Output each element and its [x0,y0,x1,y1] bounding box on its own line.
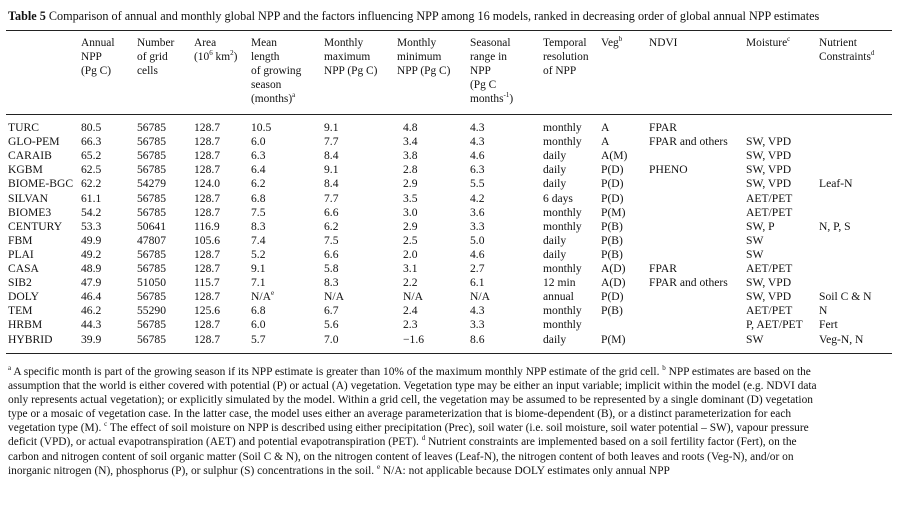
cell-temporal-resolution: monthly [543,135,582,149]
table-row [0,262,898,276]
cell-season-length: 6.0 [251,318,266,332]
header-monthly-max: Monthly maximum NPP (Pg C) [324,37,378,77]
footnotes [8,365,890,478]
cell-temporal-resolution: daily [543,233,567,247]
cell-moisture: AET/PET [746,205,793,219]
table-row [0,276,898,290]
table-row [0,206,898,220]
cell-model-name: SIB2 [8,276,32,290]
cell-temporal-resolution: 12 min [543,276,576,290]
cell-monthly-min: 3.0 [403,205,418,219]
cell-monthly-max: 8.4 [324,177,339,191]
cell-moisture: SW, P [746,219,775,233]
cell-seasonal-range: 6.3 [470,163,485,177]
cell-area: 125.6 [194,304,221,318]
footnote-line: carbon and nitrogen content of soil organic matter (Soil C & N), on the nitrogen content of leaves (Leaf-N), the nitrogen content of both leaves and roots (Veg-N), and/or on [8,450,794,463]
cell-temporal-resolution: monthly [543,121,582,134]
cell-seasonal-range: 3.3 [470,318,485,332]
cell-grid-cells: 56785 [137,149,166,163]
table-row [0,135,898,149]
cell-moisture: SW [746,247,764,261]
cell-season-length: 6.8 [251,191,266,205]
cell-veg-type: A(D) [601,276,626,290]
cell-veg-type: A [601,121,610,134]
header-moisture: Moisture$^c$ [746,35,791,49]
cell-veg-type: A(D) [601,262,626,275]
cell-model-name: TEM [8,304,33,318]
cell-grid-cells: 56785 [137,191,166,205]
cell-moisture: AET/PET [746,262,793,275]
cell-ndvi: FPAR [649,262,677,275]
cell-moisture: P, AET/PET [746,318,803,332]
cell-temporal-resolution: 6 days [543,191,573,205]
footnote-line: assumption that the world is either covered with potential (P) or actual (A) vegetation. Vegetation type may be either an input variable; implicit within the model (e.g. NDVI data [8,380,817,393]
cell-monthly-max: 5.6 [324,318,339,332]
cell-annual-npp: 46.2 [81,304,102,318]
cell-area: 115.7 [194,276,220,290]
cell-monthly-min: 2.5 [403,233,418,247]
cell-season-length: 7.5 [251,205,266,219]
cell-monthly-min: 2.8 [403,163,418,177]
header-annual-npp: Annual NPP (Pg C) [81,37,115,77]
footnote-line: vegetation type (M). $^c$ The effect of soil moisture on NPP is described using either precipitation (Prec), soil water (i.e. soil moisture, soil water potential – SW), vapour pressure [8,420,809,435]
cell-seasonal-range: 5.5 [470,177,485,191]
cell-veg-type: P(D) [601,163,624,177]
table-row [0,149,898,163]
cell-monthly-min: 3.1 [403,262,418,275]
cell-area: 128.7 [194,318,221,332]
cell-model-name: SILVAN [8,191,48,205]
cell-annual-npp: 54.2 [81,205,102,219]
header-ndvi: NDVI [649,37,678,49]
cell-season-length: 9.1 [251,262,266,275]
cell-season-length: 6.2 [251,177,266,191]
cell-grid-cells: 51050 [137,276,166,290]
cell-veg-type: P(D) [601,191,624,205]
header-rule [6,114,892,115]
cell-season-length: 6.4 [251,163,266,177]
cell-seasonal-range: N/A [470,290,490,304]
cell-temporal-resolution: monthly [543,318,582,332]
table-row [0,192,898,206]
cell-moisture: SW, VPD [746,163,792,177]
cell-monthly-min: N/A [403,290,423,304]
cell-annual-npp: 65.2 [81,149,102,163]
cell-model-name: PLAI [8,247,34,261]
cell-temporal-resolution: monthly [543,262,582,275]
cell-temporal-resolution: daily [543,149,567,163]
cell-monthly-max: 8.4 [324,149,339,163]
cell-model-name: BIOME3 [8,205,52,219]
cell-temporal-resolution: daily [543,332,567,346]
cell-temporal-resolution: daily [543,247,567,261]
header-grid-cells: Number of grid cells [137,37,175,77]
header-mean-length: Mean length of growing season (months)$^a$ [251,37,302,105]
cell-monthly-min: 3.8 [403,149,418,163]
cell-nutrient: Fert [819,318,838,332]
cell-monthly-min: 3.5 [403,191,418,205]
footnote-line: only represents actual vegetation); or explicitly simulated by the model. Within a grid cell, the vegetation may be assumed to be represented by a single dominant (D) vegetation [8,394,813,407]
cell-monthly-max: 9.1 [324,121,339,134]
cell-monthly-min: 4.8 [403,121,418,134]
cell-annual-npp: 46.4 [81,290,102,304]
cell-area: 128.7 [194,332,221,346]
cell-temporal-resolution: monthly [543,304,582,318]
bottom-rule [6,353,892,354]
cell-area: 128.7 [194,163,221,177]
cell-monthly-max: 7.7 [324,135,339,149]
header-nutrient: Nutrient Constraints$^d$ [819,37,875,63]
cell-veg-type: P(D) [601,177,624,191]
cell-annual-npp: 61.1 [81,191,102,205]
cell-annual-npp: 62.2 [81,177,102,191]
cell-season-length: 8.3 [251,219,266,233]
table-row [0,304,898,318]
cell-area: 128.7 [194,205,221,219]
cell-temporal-resolution: monthly [543,205,582,219]
table-row [0,177,898,191]
cell-seasonal-range: 4.2 [470,191,485,205]
table-row [0,318,898,332]
cell-veg-type: P(B) [601,304,623,318]
header-temporal: Temporal resolution of NPP [543,37,589,77]
footnote-line: deficit (VPD), or actual evapotranspiration (AET) and potential evapotranspiration (PET). $^d$ Nutrient constraints are implemented based on a soil fertility factor (Fert), on the [8,434,797,449]
header-area: Area ($10^6$ $km^2$) [194,37,238,63]
cell-model-name: KGBM [8,163,43,177]
table-label: Table 5 [8,9,46,23]
cell-temporal-resolution: annual [543,290,574,304]
cell-annual-npp: 47.9 [81,276,102,290]
cell-model-name: CENTURY [8,219,63,233]
cell-monthly-max: 6.6 [324,205,339,219]
cell-grid-cells: 56785 [137,135,166,149]
cell-veg-type: P(B) [601,247,623,261]
cell-model-name: BIOME-BGC [8,177,74,191]
cell-seasonal-range: 3.6 [470,205,485,219]
cell-nutrient: N, P, S [819,219,851,233]
cell-moisture: SW, VPD [746,135,792,149]
cell-area: 128.7 [194,247,221,261]
cell-ndvi: FPAR and others [649,135,728,149]
cell-monthly-min: 2.0 [403,247,418,261]
cell-model-name: TURC [8,121,39,134]
cell-model-name: GLO-PEM [8,135,60,149]
cell-season-length: 7.1 [251,276,266,290]
cell-veg-type: A [601,135,610,149]
cell-area: 128.7 [194,262,221,275]
cell-monthly-max: 7.7 [324,191,339,205]
cell-monthly-min: 2.3 [403,318,418,332]
cell-ndvi: FPAR and others [649,276,728,290]
cell-seasonal-range: 6.1 [470,276,485,290]
cell-monthly-max: 8.3 [324,276,339,290]
cell-seasonal-range: 5.0 [470,233,485,247]
cell-ndvi: FPAR [649,121,677,134]
cell-season-length: 5.2 [251,247,266,261]
cell-seasonal-range: 4.6 [470,149,485,163]
caption-text: Comparison of annual and monthly global NPP and the factors influencing NPP among 16 models, ranked in decreasing order of global annual NPP estimates [48,9,820,23]
cell-moisture: SW [746,332,764,346]
cell-grid-cells: 56785 [137,121,166,134]
cell-grid-cells: 56785 [137,262,166,275]
cell-seasonal-range: 4.3 [470,121,485,134]
header-monthly-min: Monthly minimum NPP (Pg C) [397,37,451,77]
header-veg: Veg$^b$ [601,35,623,49]
cell-grid-cells: 54279 [137,177,166,191]
cell-nutrient: Veg-N, N [819,332,864,346]
cell-area: 128.7 [194,290,221,304]
cell-veg-type: P(D) [601,290,624,304]
top-rule [6,30,892,31]
cell-annual-npp: 49.2 [81,247,102,261]
cell-annual-npp: 66.3 [81,135,102,149]
table-row [0,234,898,248]
footnote-line: type or a mosaic of vegetation case. In the latter case, the model uses either an average parameterization that is biome-dependent (B), or a distinct parameterization for each [8,408,792,421]
cell-season-length: 6.0 [251,135,266,149]
cell-grid-cells: 56785 [137,205,166,219]
cell-veg-type: A(M) [601,149,628,163]
cell-area: 128.7 [194,121,221,134]
cell-grid-cells: 56785 [137,290,166,304]
cell-moisture: AET/PET [746,191,793,205]
cell-grid-cells: 50641 [137,219,166,233]
cell-model-name: CASA [8,262,39,275]
cell-seasonal-range: 8.6 [470,332,485,346]
table-row [0,163,898,177]
cell-moisture: SW, VPD [746,149,792,163]
cell-model-name: HYBRID [8,332,53,346]
cell-monthly-max: 9.1 [324,163,339,177]
table-caption [8,9,888,24]
cell-annual-npp: 62.5 [81,163,102,177]
cell-season-length: 10.5 [251,121,272,134]
cell-monthly-min: 2.2 [403,276,418,290]
cell-season-length: $N/A^e$ [251,289,275,304]
header-seasonal-range: Seasonal range in NPP (Pg C months$^{-1}$) [470,37,514,105]
cell-area: 128.7 [194,191,221,205]
footnote-line: $^a$ A specific month is part of the growing season if its NPP estimate is greater than 10% of the maximum monthly NPP estimate of the grid cell. $^b$ NPP estimates are based on the [8,364,811,378]
cell-monthly-min: 3.4 [403,135,418,149]
cell-annual-npp: 53.3 [81,219,102,233]
table-row [0,220,898,234]
cell-grid-cells: 56785 [137,332,166,346]
cell-monthly-min: 2.9 [403,219,418,233]
cell-season-length: 6.3 [251,149,266,163]
cell-veg-type: P(M) [601,332,626,346]
cell-seasonal-range: 4.3 [470,304,485,318]
table-row [0,121,898,135]
cell-monthly-max: 6.6 [324,247,339,261]
cell-model-name: HRBM [8,318,43,332]
cell-grid-cells: 47807 [137,233,166,247]
cell-monthly-max: N/A [324,290,344,304]
cell-season-length: 5.7 [251,332,266,346]
cell-seasonal-range: 4.3 [470,135,485,149]
cell-annual-npp: 44.3 [81,318,102,332]
cell-annual-npp: 49.9 [81,233,102,247]
cell-monthly-min: −1.6 [403,332,425,346]
cell-veg-type: P(B) [601,233,623,247]
cell-monthly-min: 2.4 [403,304,418,318]
cell-ndvi: PHENO [649,163,688,177]
cell-area: 105.6 [194,233,221,247]
table-row [0,333,898,347]
cell-model-name: DOLY [8,290,40,304]
cell-temporal-resolution: monthly [543,219,582,233]
cell-temporal-resolution: daily [543,177,567,191]
cell-moisture: AET/PET [746,304,793,318]
cell-moisture: SW [746,233,764,247]
cell-area: 124.0 [194,177,221,191]
cell-nutrient: N [819,304,828,318]
cell-grid-cells: 56785 [137,247,166,261]
cell-area: 116.9 [194,219,220,233]
cell-grid-cells: 56785 [137,163,166,177]
cell-seasonal-range: 3.3 [470,219,485,233]
cell-annual-npp: 48.9 [81,262,102,275]
cell-moisture: SW, VPD [746,276,792,290]
cell-season-length: 6.8 [251,304,266,318]
cell-monthly-max: 6.2 [324,219,339,233]
cell-seasonal-range: 2.7 [470,262,485,275]
cell-nutrient: Leaf-N [819,177,853,191]
cell-temporal-resolution: daily [543,163,567,177]
cell-monthly-max: 7.5 [324,233,339,247]
cell-monthly-max: 5.8 [324,262,339,275]
cell-annual-npp: 39.9 [81,332,102,346]
cell-monthly-min: 2.9 [403,177,418,191]
cell-model-name: FBM [8,233,33,247]
footnote-line: inorganic nitrogen (N), phosphorus (P), or sulphur (S) concentrations in the soil. $^e$ N/A: not applicable because DOLY estimates only annual NPP [8,462,670,477]
table-row [0,290,898,304]
table-row [0,248,898,262]
cell-veg-type: P(B) [601,219,623,233]
cell-moisture: SW, VPD [746,177,792,191]
cell-monthly-max: 7.0 [324,332,339,346]
cell-grid-cells: 55290 [137,304,166,318]
cell-nutrient: Soil C & N [819,290,872,304]
cell-veg-type: P(M) [601,205,626,219]
cell-annual-npp: 80.5 [81,121,102,134]
cell-monthly-max: 6.7 [324,304,339,318]
cell-model-name: CARAIB [8,149,52,163]
cell-grid-cells: 56785 [137,318,166,332]
cell-area: 128.7 [194,149,221,163]
cell-season-length: 7.4 [251,233,266,247]
cell-area: 128.7 [194,135,221,149]
cell-seasonal-range: 4.6 [470,247,485,261]
cell-moisture: SW, VPD [746,290,792,304]
